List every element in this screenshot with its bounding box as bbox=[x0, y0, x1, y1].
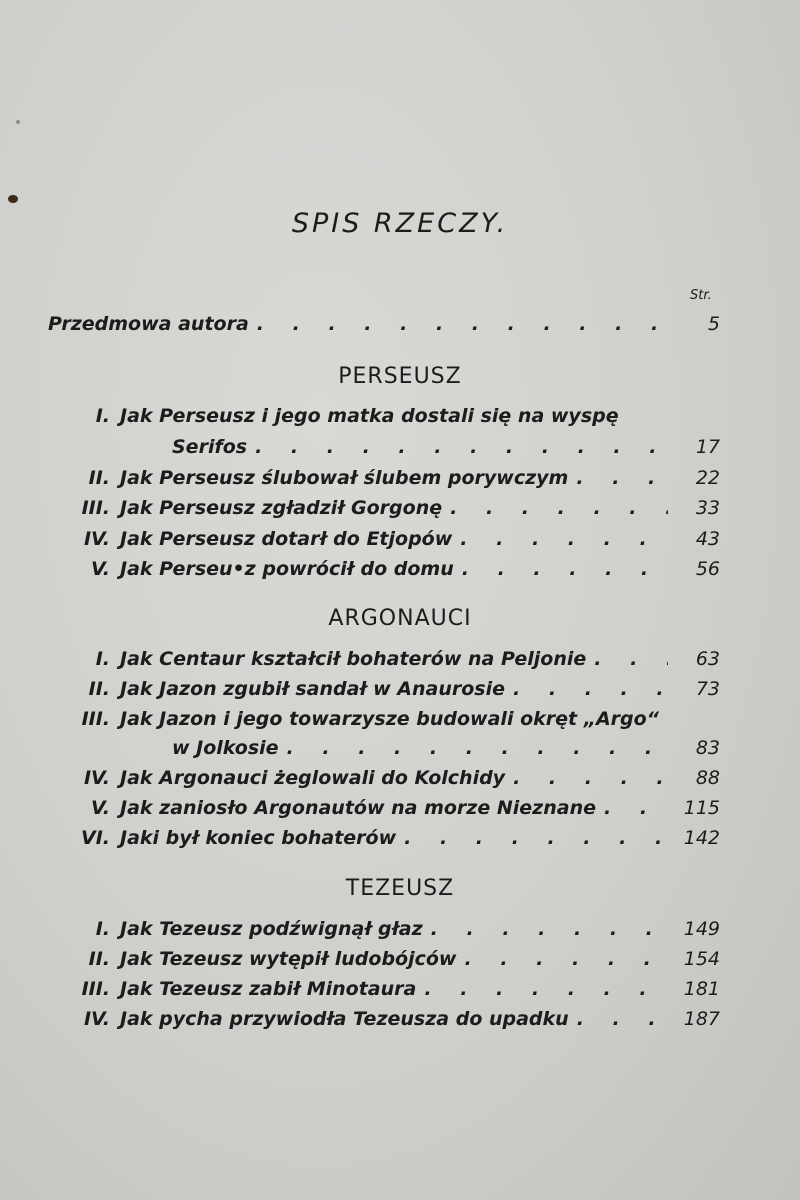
leader-dots bbox=[586, 648, 668, 670]
leader-dots bbox=[456, 948, 668, 970]
toc-page-number: 17 bbox=[695, 436, 720, 458]
toc-page-number: 154 bbox=[683, 948, 720, 970]
toc-page-number: 73 bbox=[695, 678, 720, 700]
leader-dots bbox=[568, 467, 668, 489]
toc-entry-number: II. bbox=[88, 948, 110, 970]
toc-entry-number: VI. bbox=[81, 827, 110, 849]
toc-entry bbox=[48, 528, 720, 558]
toc-entry-preface bbox=[48, 313, 720, 343]
toc-entry-number: I. bbox=[95, 405, 110, 427]
toc-page-number: 56 bbox=[695, 558, 720, 580]
toc-page-number: 5 bbox=[707, 313, 720, 335]
toc-page-number: 63 bbox=[695, 648, 720, 670]
section-heading-perseusz: PERSEUSZ bbox=[338, 364, 462, 389]
toc-entry-text: Jak Perseusz i jego matka dostali się na wyspę bbox=[120, 405, 619, 427]
toc-entry-text: w Jolkosie bbox=[172, 737, 279, 759]
toc-entry-number: I. bbox=[95, 918, 110, 940]
toc-page-number: 187 bbox=[683, 1008, 720, 1030]
toc-entry bbox=[48, 827, 720, 857]
toc-entry-text: Jak Tezeusz zabił Minotaura bbox=[120, 978, 417, 1000]
toc-entry-number: V. bbox=[91, 797, 110, 819]
toc-entry-number: III. bbox=[81, 497, 110, 519]
ink-speck bbox=[8, 195, 18, 203]
toc-entry bbox=[48, 797, 720, 827]
leader-dots bbox=[416, 978, 668, 1000]
page-column-label: Str. bbox=[690, 288, 712, 303]
leader-dots bbox=[249, 313, 668, 335]
toc-entry-number: III. bbox=[81, 978, 110, 1000]
toc-entry bbox=[48, 767, 720, 797]
toc-page-number: 43 bbox=[695, 528, 720, 550]
toc-entry-text: Jak Tezeusz podźwignął głaz bbox=[120, 918, 423, 940]
toc-entry-number: I. bbox=[95, 648, 110, 670]
toc-entry-text: Jak Argonauci żeglowali do Kolchidy bbox=[120, 767, 506, 789]
toc-entry bbox=[48, 918, 720, 948]
leader-dots bbox=[396, 827, 668, 849]
toc-entry-continuation bbox=[48, 436, 720, 466]
toc-entry bbox=[48, 1008, 720, 1038]
toc-page-number: 22 bbox=[695, 467, 720, 489]
toc-entry-text: Jak Perseu•z powrócił do domu bbox=[120, 558, 454, 580]
toc-entry-text: Jak Centaur kształcił bohaterów na Peljonie bbox=[120, 648, 587, 670]
toc-page-number: 142 bbox=[683, 827, 720, 849]
toc-entry bbox=[48, 497, 720, 527]
toc-entry-continuation bbox=[48, 737, 720, 767]
toc-entry bbox=[48, 948, 720, 978]
toc-page-number: 88 bbox=[695, 767, 720, 789]
toc-entry-number: III. bbox=[81, 708, 110, 730]
toc-entry-text: Jak Jazon i jego towarzysze budowali okręt „Argo“ bbox=[120, 708, 659, 730]
toc-entry-text: Jak Perseusz dotarł do Etjopów bbox=[120, 528, 453, 550]
section-heading-argonauci: ARGONAUCI bbox=[328, 606, 472, 631]
ink-speck bbox=[16, 120, 20, 124]
toc-page-number: 33 bbox=[695, 497, 720, 519]
toc-entry bbox=[48, 405, 720, 435]
toc-page-number: 181 bbox=[683, 978, 720, 1000]
toc-entry-text: Jak zaniosło Argonautów na morze Nieznane bbox=[120, 797, 596, 819]
toc-page-number: 149 bbox=[683, 918, 720, 940]
leader-dots bbox=[442, 497, 668, 519]
toc-entry-number: IV. bbox=[83, 1008, 110, 1030]
toc-page-number: 83 bbox=[695, 737, 720, 759]
toc-entry-text: Jak Tezeusz wytępił ludobójców bbox=[120, 948, 457, 970]
toc-entry-text: Jak pycha przywiodła Tezeusza do upadku bbox=[120, 1008, 569, 1030]
toc-entry bbox=[48, 648, 720, 678]
toc-page-number: 115 bbox=[683, 797, 720, 819]
leader-dots bbox=[505, 678, 668, 700]
toc-entry bbox=[48, 708, 720, 738]
leader-dots bbox=[454, 558, 668, 580]
leader-dots bbox=[452, 528, 668, 550]
toc-entry bbox=[48, 467, 720, 497]
leader-dots bbox=[279, 737, 668, 759]
toc-entry bbox=[48, 558, 720, 588]
toc-entry-text: Jak Jazon zgubił sandał w Anaurosie bbox=[120, 678, 506, 700]
toc-entry-number: IV. bbox=[83, 767, 110, 789]
toc-entry bbox=[48, 678, 720, 708]
toc-entry-text: Jaki był koniec bohaterów bbox=[120, 827, 397, 849]
toc-entry-text: Przedmowa autora bbox=[48, 313, 249, 335]
leader-dots bbox=[247, 436, 668, 458]
toc-entry-number: V. bbox=[91, 558, 110, 580]
toc-entry-text: Jak Perseusz ślubował ślubem porywczym bbox=[120, 467, 569, 489]
toc-entry bbox=[48, 978, 720, 1008]
page-title: SPIS RZECZY. bbox=[291, 208, 509, 239]
leader-dots bbox=[569, 1008, 668, 1030]
section-heading-tezeusz: TEZEUSZ bbox=[345, 876, 455, 901]
leader-dots bbox=[423, 918, 668, 940]
toc-entry-number: II. bbox=[88, 467, 110, 489]
toc-entry-number: II. bbox=[88, 678, 110, 700]
leader-dots bbox=[596, 797, 668, 819]
leader-dots bbox=[505, 767, 668, 789]
toc-entry-text: Jak Perseusz zgładził Gorgonę bbox=[120, 497, 443, 519]
toc-entry-number: IV. bbox=[83, 528, 110, 550]
toc-entry-text: Serifos bbox=[172, 436, 248, 458]
